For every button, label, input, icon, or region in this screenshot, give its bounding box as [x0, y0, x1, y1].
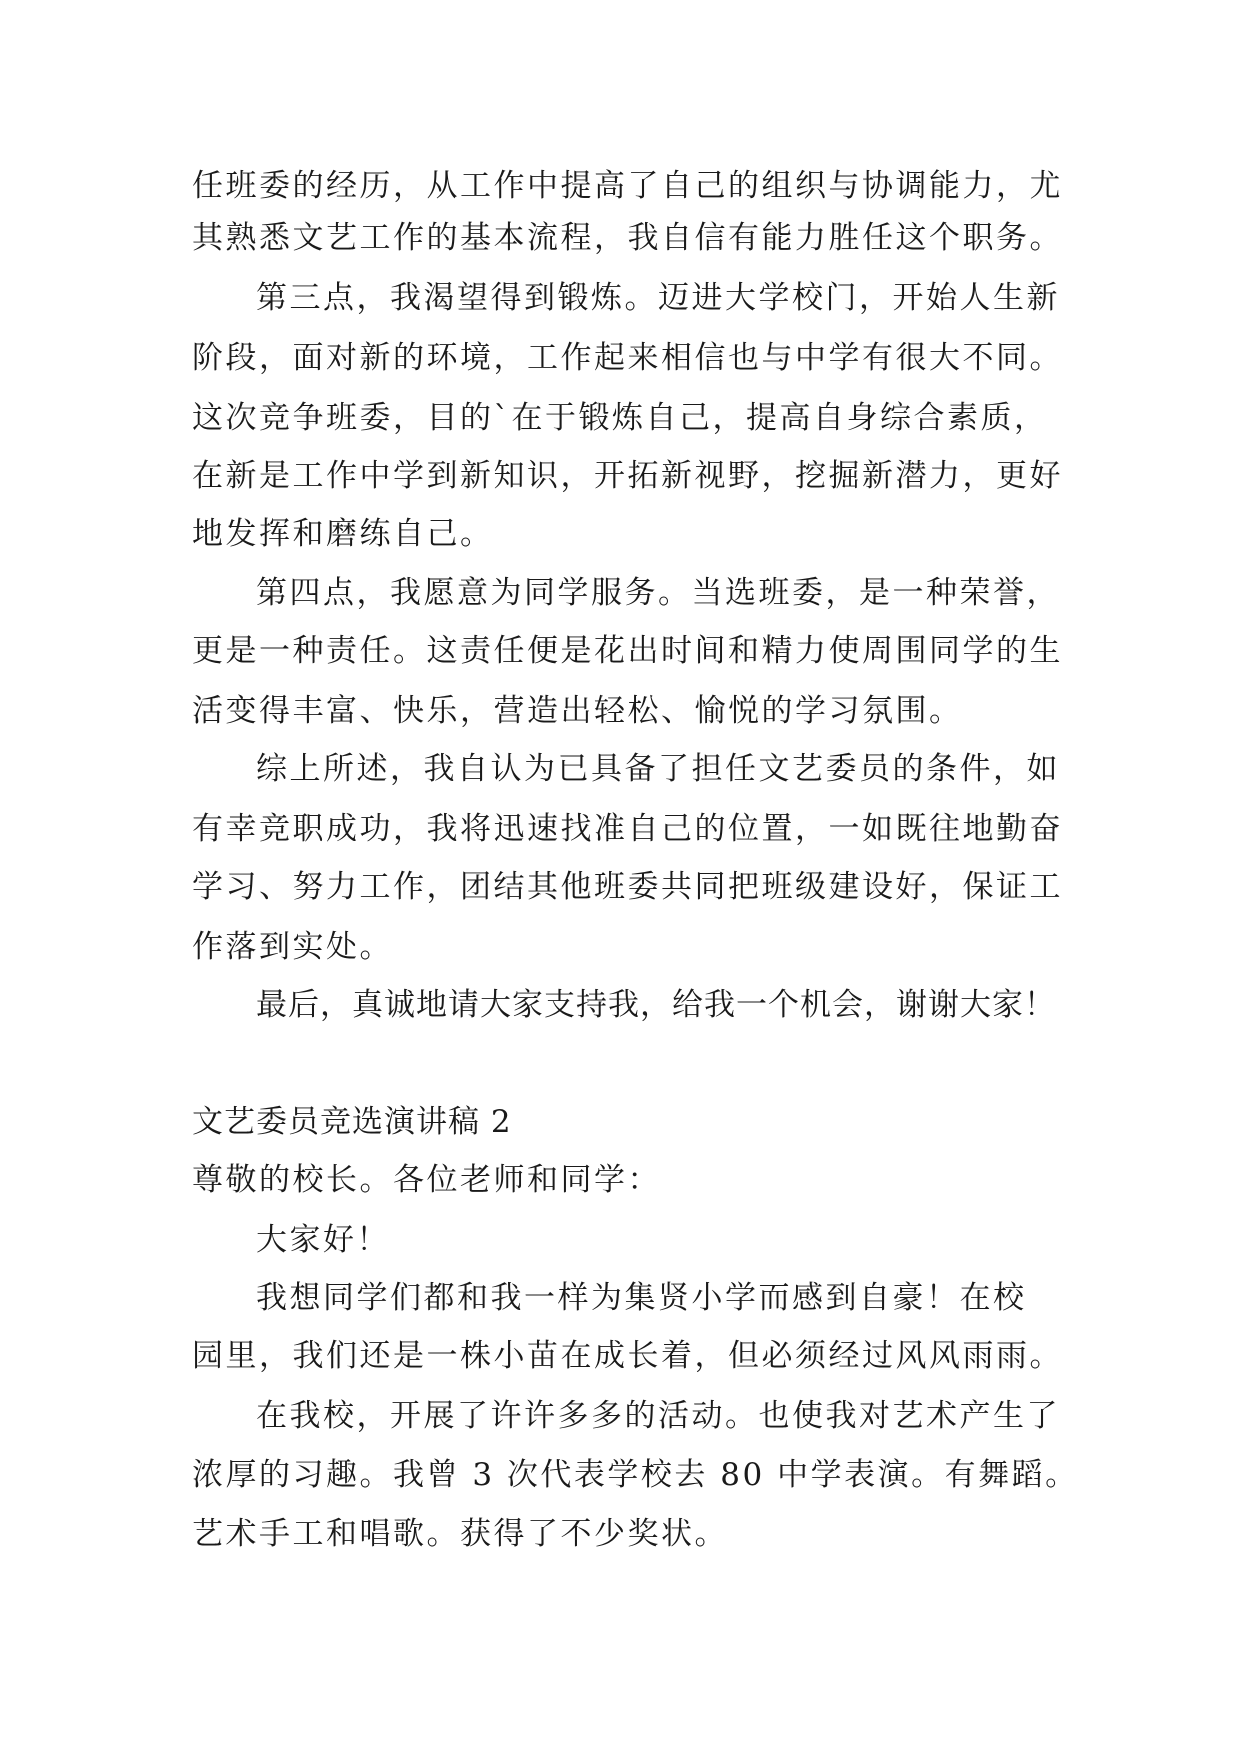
- paragraph-line: 在我校，开展了许许多多的活动。也使我对艺术产生了: [256, 1398, 1060, 1434]
- paragraph-line: 第四点，我愿意为同学服务。当选班委，是一种荣誉，: [256, 575, 1060, 611]
- paragraph-line: 学习、努力工作，团结其他班委共同把班级建设好，保证工: [192, 869, 1063, 905]
- paragraph-line: 第三点，我渴望得到锻炼。迈进大学校门，开始人生新: [256, 280, 1060, 316]
- section-title: 文艺委员竞选演讲稿 2: [192, 1104, 512, 1140]
- paragraph-line: 这次竞争班委，目的`在于锻炼自己，提高自身综合素质，: [192, 400, 1048, 436]
- paragraph-line: 艺术手工和唱歌。获得了不少奖状。: [192, 1516, 728, 1552]
- paragraph-line: 综上所述，我自认为已具备了担任文艺委员的条件，如: [256, 751, 1060, 787]
- salutation: 尊敬的校长。各位老师和同学：: [192, 1162, 661, 1198]
- paragraph-line: 浓厚的习趣。我曾 3 次代表学校去 80 中学表演。有舞蹈。: [192, 1457, 1079, 1493]
- paragraph-line: 更是一种责任。这责任便是花出时间和精力使周围同学的生: [192, 633, 1063, 669]
- paragraph-line: 在新是工作中学到新知识，开拓新视野，挖掘新潜力，更好: [192, 458, 1063, 494]
- paragraph-line: 我想同学们都和我一样为集贤小学而感到自豪！在校: [256, 1280, 1027, 1316]
- paragraph-line: 作落到实处。: [192, 929, 393, 965]
- paragraph-line: 地发挥和磨练自己。: [192, 516, 494, 552]
- paragraph-line: 有幸竞职成功，我将迅速找准自己的位置，一如既往地勤奋: [192, 811, 1063, 847]
- closing-line: 最后，真诚地请大家支持我，给我一个机会，谢谢大家！: [256, 987, 1056, 1023]
- paragraph-line: 园里，我们还是一株小苗在成长着，但必须经过风风雨雨。: [192, 1338, 1063, 1374]
- paragraph-line: 任班委的经历，从工作中提高了自己的组织与协调能力，尤: [192, 168, 1063, 204]
- greeting: 大家好！: [256, 1222, 390, 1258]
- paragraph-line: 阶段，面对新的环境，工作起来相信也与中学有很大不同。: [192, 340, 1063, 376]
- paragraph-line: 活变得丰富、快乐，营造出轻松、愉悦的学习氛围。: [192, 693, 963, 729]
- paragraph-line: 其熟悉文艺工作的基本流程，我自信有能力胜任这个职务。: [192, 220, 1063, 256]
